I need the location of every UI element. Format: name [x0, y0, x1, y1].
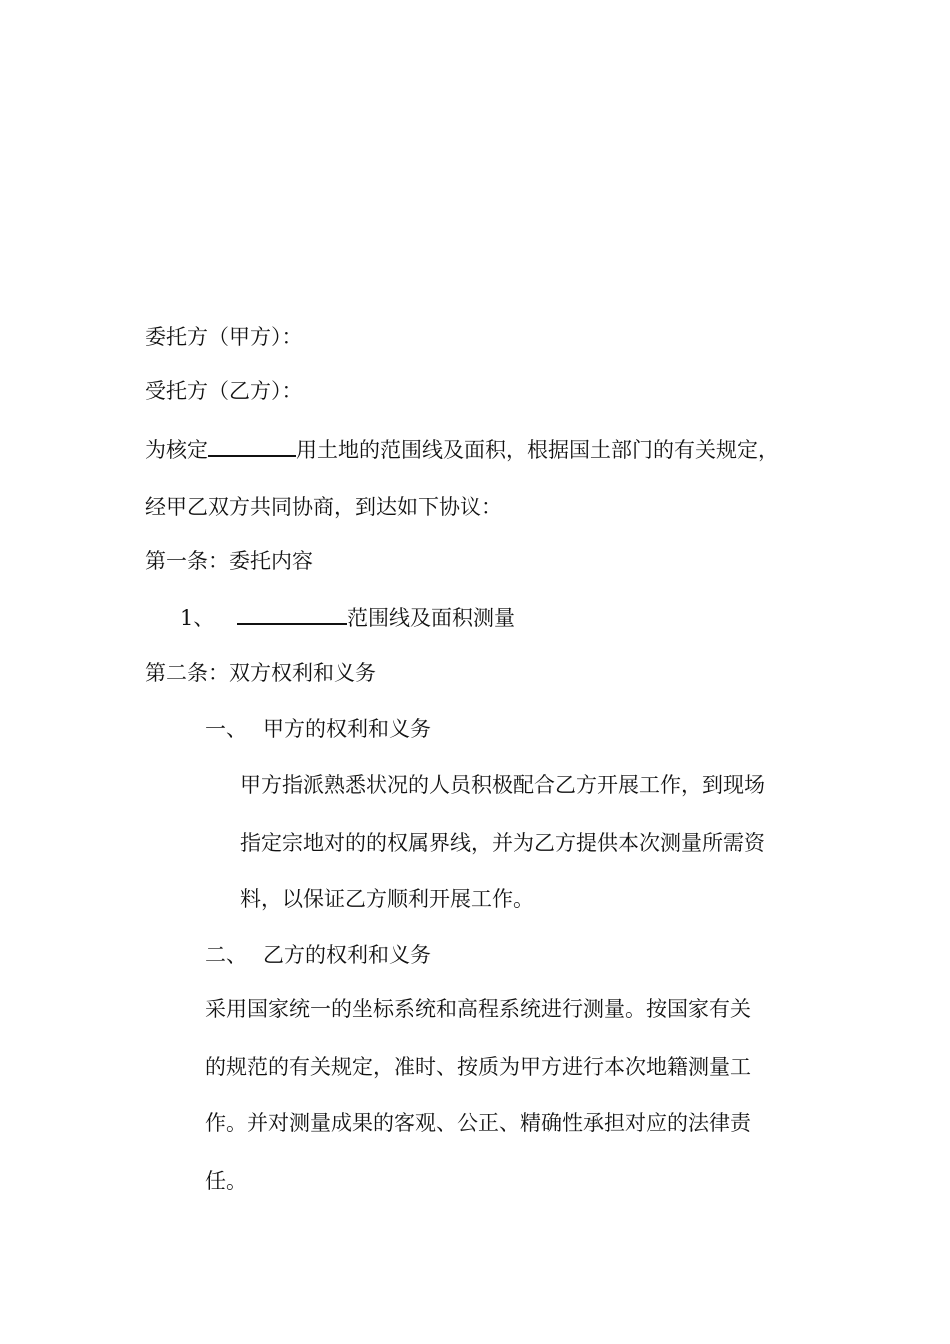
article-1-item-1: [180, 603, 515, 632]
land-name-blank: [208, 435, 296, 457]
item-1-blank: [237, 603, 347, 625]
party-b-label: 受托方（乙方）：: [145, 379, 303, 403]
item-1-text: 范围线及面积测量: [347, 606, 515, 630]
section-1-line-2: 指定宗地对的的权属界线，并为乙方提供本次测量所需资: [240, 831, 765, 855]
section-1-title: 甲方的权利和义务: [263, 717, 431, 741]
section-1-heading: [205, 715, 431, 743]
party-a-label: 委托方（甲方）：: [145, 325, 303, 349]
section-2-line-3: 作。并对测量成果的客观、公正、精确性承担对应的法律责: [205, 1111, 751, 1135]
intro-suffix: 用土地的范围线及面积，根据国土部门的有关规定，: [296, 438, 779, 462]
intro-prefix: 为核定: [145, 438, 208, 462]
intro-line-2: 经甲乙双方共同协商，到达如下协议：: [145, 495, 502, 519]
section-1-line-1: 甲方指派熟悉状况的人员积极配合乙方开展工作，到现场: [240, 773, 765, 797]
section-1-line-3: 料，以保证乙方顺利开展工作。: [240, 887, 534, 911]
section-2-title: 乙方的权利和义务: [263, 943, 431, 967]
article-1-title: 第一条：委托内容: [145, 549, 313, 573]
section-1-number: 一、: [205, 717, 247, 741]
section-2-line-2: 的规范的有关规定，准时、按质为甲方进行本次地籍测量工: [205, 1055, 751, 1079]
section-2-line-4: 任。: [205, 1169, 247, 1193]
item-1-number: 1、: [180, 606, 215, 630]
section-2-number: 二、: [205, 943, 247, 967]
section-2-line-1: 采用国家统一的坐标系统和高程系统进行测量。按国家有关: [205, 997, 751, 1021]
section-2-heading: [205, 941, 431, 969]
intro-line-1: [145, 435, 779, 464]
article-2-title: 第二条：双方权利和义务: [145, 661, 376, 685]
